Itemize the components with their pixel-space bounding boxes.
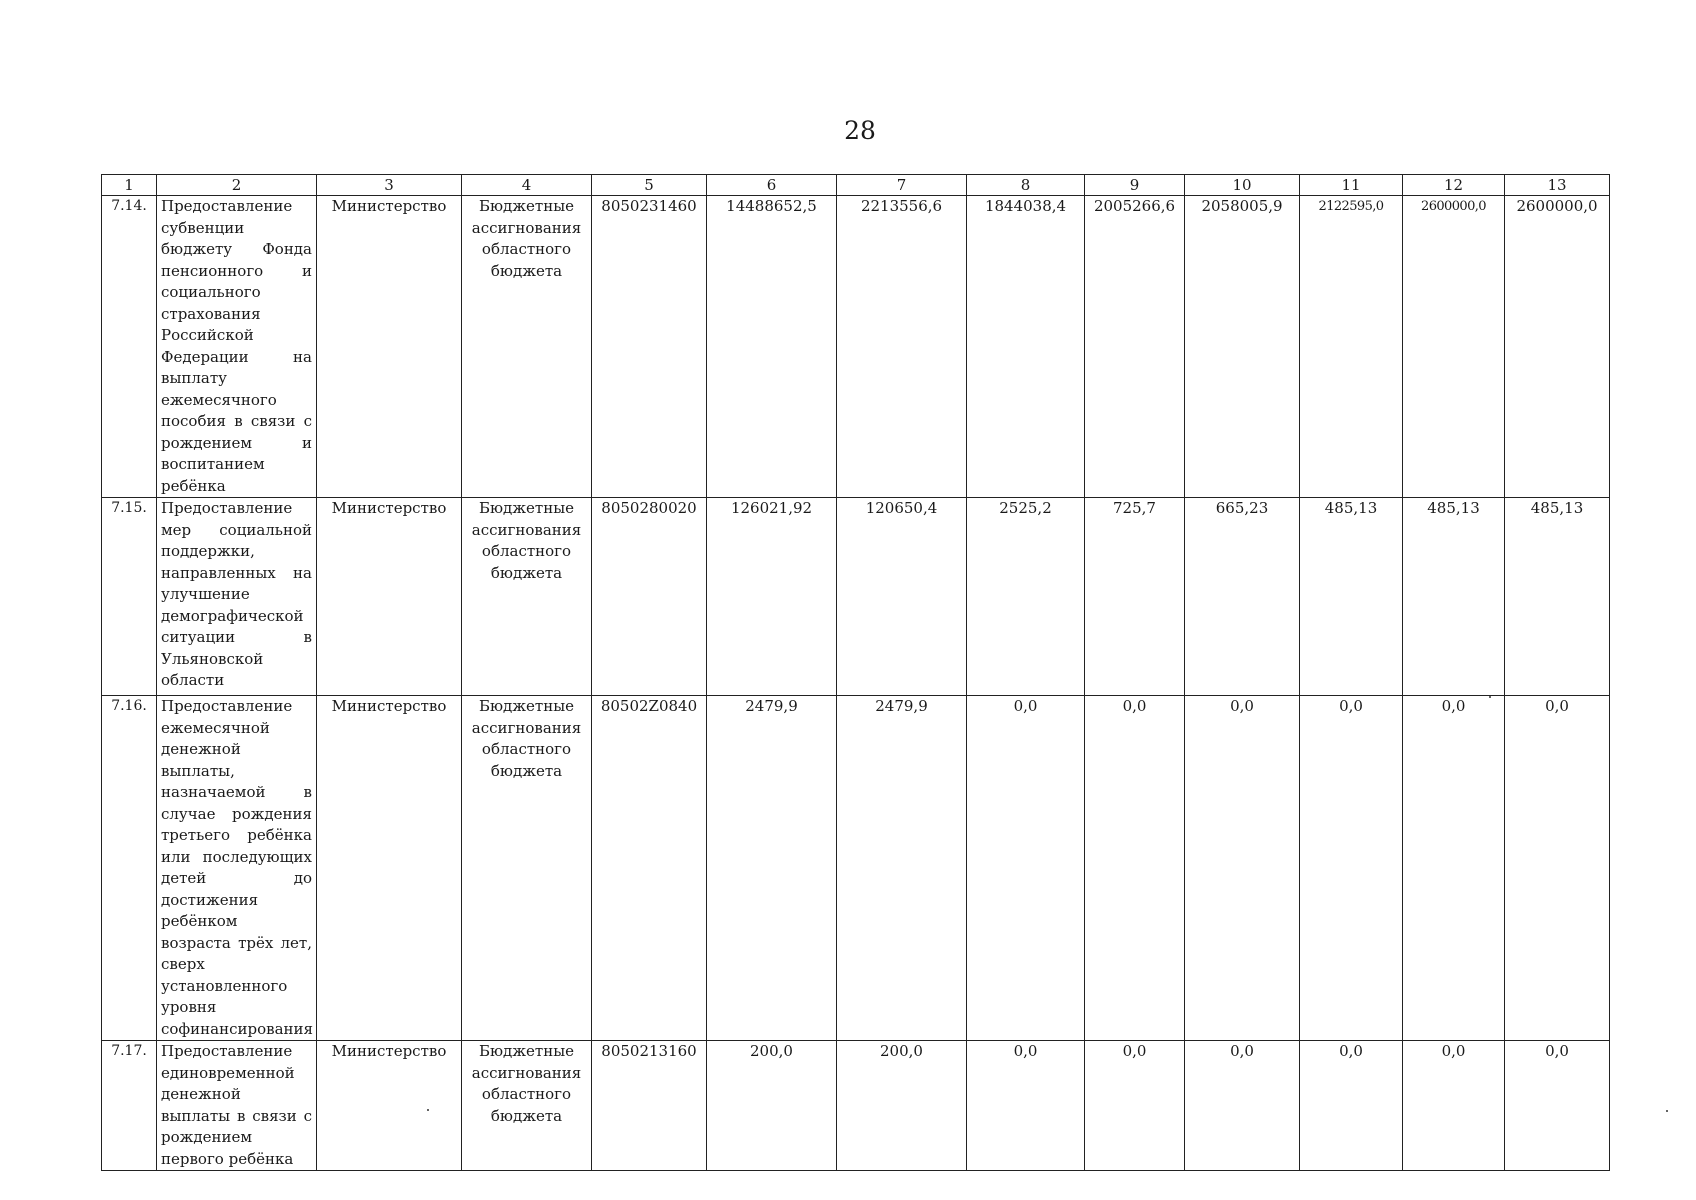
value-col6: 126021,92 bbox=[707, 498, 837, 696]
row-number: 7.16. bbox=[102, 696, 157, 1041]
scan-speck bbox=[1666, 1110, 1668, 1112]
header-cell: 10 bbox=[1185, 175, 1300, 196]
scan-speck bbox=[427, 1109, 429, 1111]
header-cell: 1 bbox=[102, 175, 157, 196]
executor: Министерство bbox=[317, 196, 462, 498]
value-col12: 2600000,0 bbox=[1403, 196, 1505, 498]
measure-name: Предоставление единовременной денежной выплаты в связи с рождением первого ребёнка bbox=[157, 1041, 317, 1171]
value-col7: 2479,9 bbox=[837, 696, 967, 1041]
value-col7: 120650,4 bbox=[837, 498, 967, 696]
header-cell: 2 bbox=[157, 175, 317, 196]
row-number: 7.14. bbox=[102, 196, 157, 498]
page-number: 28 bbox=[844, 116, 876, 145]
header-cell: 7 bbox=[837, 175, 967, 196]
value-col9: 0,0 bbox=[1085, 1041, 1185, 1171]
row-number: 7.17. bbox=[102, 1041, 157, 1171]
value-col12: 0,0 bbox=[1403, 1041, 1505, 1171]
value-col13: 2600000,0 bbox=[1505, 196, 1610, 498]
value-col10: 2058005,9 bbox=[1185, 196, 1300, 498]
measure-name: Предоставление субвенции бюджету Фонда пенсионного и социального страхования Российской Федерации на выплату ежемесячного пособия в связи с рождением и воспитанием ребёнка bbox=[157, 196, 317, 498]
header-row bbox=[102, 175, 1610, 196]
executor: Министерство bbox=[317, 498, 462, 696]
budget-code: 8050213160 bbox=[592, 1041, 707, 1171]
executor: Министерство bbox=[317, 1041, 462, 1171]
value-col7: 2213556,6 bbox=[837, 196, 967, 498]
header-cell: 5 bbox=[592, 175, 707, 196]
budget-code: 80502Z0840 bbox=[592, 696, 707, 1041]
table-row bbox=[102, 696, 1610, 1041]
value-col12: 485,13 bbox=[1403, 498, 1505, 696]
funding-source: Бюджетные ассигнования областного бюджета bbox=[462, 498, 592, 696]
budget-table bbox=[101, 174, 1610, 1171]
measure-name: Предоставление ежемесячной денежной выплаты, назначаемой в случае рождения третьего ребёнка или последующих детей до достижения ребёнком возраста трёх лет, сверх установленного уровня софинансирования bbox=[157, 696, 317, 1041]
budget-code: 8050280020 bbox=[592, 498, 707, 696]
scan-speck bbox=[1489, 696, 1491, 698]
header-cell: 8 bbox=[967, 175, 1085, 196]
value-col9: 2005266,6 bbox=[1085, 196, 1185, 498]
value-col12: 0,0 bbox=[1403, 696, 1505, 1041]
header-cell: 13 bbox=[1505, 175, 1610, 196]
value-col13: 0,0 bbox=[1505, 1041, 1610, 1171]
value-col10: 0,0 bbox=[1185, 696, 1300, 1041]
value-col9: 725,7 bbox=[1085, 498, 1185, 696]
value-col11: 0,0 bbox=[1300, 1041, 1403, 1171]
value-col6: 200,0 bbox=[707, 1041, 837, 1171]
value-col8: 2525,2 bbox=[967, 498, 1085, 696]
header-cell: 4 bbox=[462, 175, 592, 196]
value-col9: 0,0 bbox=[1085, 696, 1185, 1041]
header-cell: 11 bbox=[1300, 175, 1403, 196]
value-col13: 0,0 bbox=[1505, 696, 1610, 1041]
header-cell: 6 bbox=[707, 175, 837, 196]
value-col8: 0,0 bbox=[967, 696, 1085, 1041]
table-row bbox=[102, 498, 1610, 696]
value-col8: 1844038,4 bbox=[967, 196, 1085, 498]
table-row bbox=[102, 1041, 1610, 1171]
budget-code: 8050231460 bbox=[592, 196, 707, 498]
header-cell: 12 bbox=[1403, 175, 1505, 196]
measure-name: Предоставление мер социальной поддержки, направленных на улучшение демографической ситуации в Ульяновской области bbox=[157, 498, 317, 696]
value-col6: 2479,9 bbox=[707, 696, 837, 1041]
value-col13: 485,13 bbox=[1505, 498, 1610, 696]
value-col11: 0,0 bbox=[1300, 696, 1403, 1041]
value-col10: 0,0 bbox=[1185, 1041, 1300, 1171]
table-row bbox=[102, 196, 1610, 498]
value-col11: 2122595,0 bbox=[1300, 196, 1403, 498]
value-col11: 485,13 bbox=[1300, 498, 1403, 696]
funding-source: Бюджетные ассигнования областного бюджета bbox=[462, 1041, 592, 1171]
header-cell: 9 bbox=[1085, 175, 1185, 196]
header-cell: 3 bbox=[317, 175, 462, 196]
value-col7: 200,0 bbox=[837, 1041, 967, 1171]
value-col10: 665,23 bbox=[1185, 498, 1300, 696]
value-col8: 0,0 bbox=[967, 1041, 1085, 1171]
funding-source: Бюджетные ассигнования областного бюджета bbox=[462, 196, 592, 498]
funding-source: Бюджетные ассигнования областного бюджета bbox=[462, 696, 592, 1041]
executor: Министерство bbox=[317, 696, 462, 1041]
value-col6: 14488652,5 bbox=[707, 196, 837, 498]
row-number: 7.15. bbox=[102, 498, 157, 696]
